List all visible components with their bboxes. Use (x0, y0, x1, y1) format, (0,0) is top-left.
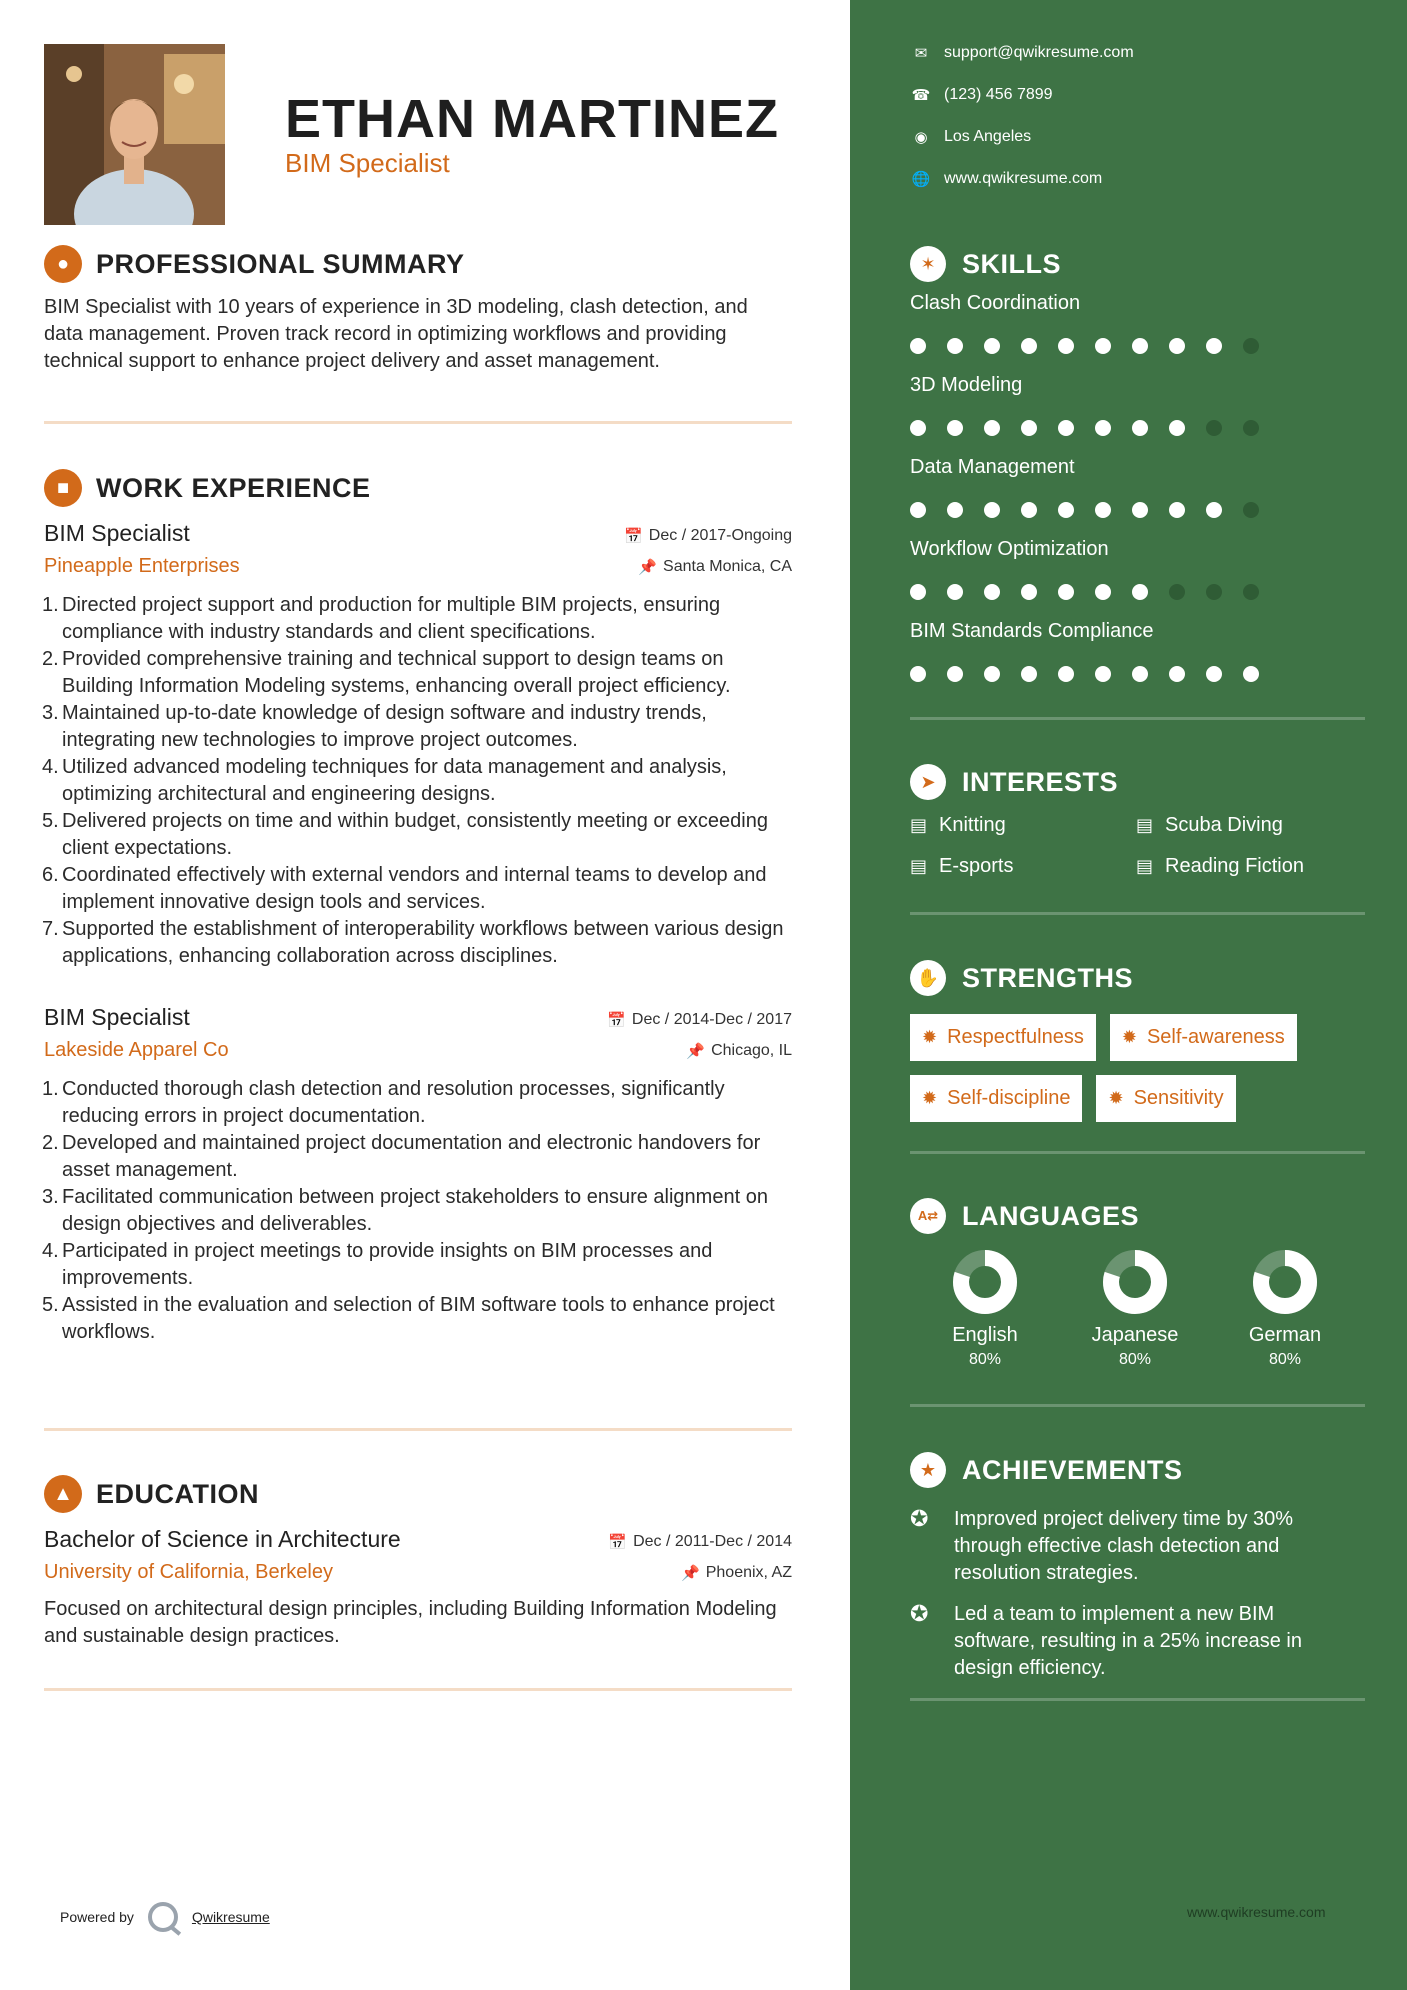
rating-dot (1095, 420, 1111, 436)
divider (44, 1428, 792, 1431)
job-entry (44, 520, 792, 970)
footer-site[interactable]: www.qwikresume.com (1187, 1904, 1326, 1920)
skill-name: Clash Coordination (910, 292, 1081, 314)
rating-dot (947, 584, 963, 600)
rating-dot (947, 420, 963, 436)
footer-powered (60, 1902, 270, 1932)
language-name: Japanese (1091, 1324, 1179, 1346)
list-item: 3. Facilitated communication between project stakeholders to ensure alignment on design objectives and deliverables. (42, 1186, 768, 1235)
rating-dot (1132, 338, 1148, 354)
list-item: 1. Conducted thorough clash detection and resolution processes, significantly reducing errors in project documentation. (42, 1078, 725, 1127)
education-text: Focused on architectural design principles, including Building Information Modeling and sustainable design practices. (44, 1598, 777, 1647)
degree: Bachelor of Science in Architecture (44, 1526, 401, 1552)
languages-section (910, 1196, 1365, 1369)
rating-dot (910, 420, 926, 436)
globe-icon: 🌐 (911, 171, 931, 188)
rating-dot (947, 338, 963, 354)
paper-plane-icon: ➤ (910, 764, 946, 800)
skill-name: Workflow Optimization (910, 538, 1109, 560)
contact-website[interactable]: 🌐 www.qwikresume.com (911, 170, 1103, 188)
education-section (44, 1474, 792, 1650)
list-item: 2. Developed and maintained project documentation and electronic handovers for asset management. (42, 1132, 761, 1181)
divider (910, 717, 1365, 720)
job-location: Santa Monica, CA (663, 558, 792, 575)
achievements-section (910, 1450, 1365, 1682)
rating-dot (910, 666, 926, 682)
skill-rating (910, 502, 1365, 518)
experience-heading: WORK EXPERIENCE (96, 472, 371, 503)
rating-dot (910, 584, 926, 600)
skills-list (910, 292, 1365, 682)
rating-dot (1058, 420, 1074, 436)
envelope-icon: ✉ (914, 45, 928, 62)
rating-dot (1132, 584, 1148, 600)
skill-name: 3D Modeling (910, 374, 1023, 396)
strengths-section (910, 958, 1365, 1122)
strength-chip: ✹ Self-awareness (1110, 1014, 1297, 1061)
summary-section (44, 244, 792, 375)
rating-dot (1095, 338, 1111, 354)
job-company: Pineapple Enterprises (44, 555, 240, 577)
interest-item: ▤ Knitting (910, 814, 1006, 836)
candidate-title: BIM Specialist (285, 148, 450, 178)
skill-item (910, 292, 1365, 354)
skill-name: BIM Standards Compliance (910, 620, 1154, 642)
achievement-item: ✪ Led a team to implement a new BIM software, resulting in a 25% increase in design efficiency. (910, 1601, 1365, 1682)
rating-dot (1132, 502, 1148, 518)
badge-icon: ✹ (1121, 1027, 1137, 1047)
rating-dot (1169, 420, 1185, 436)
job-duties (44, 1076, 792, 1346)
contact-email[interactable]: ✉ support@qwikresume.com (910, 44, 1134, 62)
skill-rating (910, 666, 1365, 682)
skill-item (910, 620, 1365, 682)
language-percent: 80% (968, 1351, 1002, 1368)
skill-item (910, 538, 1365, 600)
interests-heading: INTERESTS (962, 766, 1119, 797)
job-entry (44, 1004, 792, 1346)
badge-icon: ✹ (1108, 1088, 1124, 1108)
education-location: Phoenix, AZ (705, 1564, 792, 1581)
book-icon: ▤ (1136, 815, 1154, 835)
rating-dot (1021, 584, 1037, 600)
sidebar (850, 0, 1407, 1990)
divider (910, 1151, 1365, 1154)
language-percent: 80% (1118, 1351, 1152, 1368)
language-item (1060, 1250, 1210, 1369)
contact-location: ◉ Los Angeles (910, 128, 1031, 146)
map-marker-icon: ◉ (914, 129, 928, 146)
rating-dot (1169, 666, 1185, 682)
rating-dot (1243, 338, 1259, 354)
summary-text: BIM Specialist with 10 years of experience in 3D modeling, clash detection, and data management. Proven track record in optimizing workflows and providing technical support to enhance project delivery and asset management. (44, 296, 748, 372)
skill-rating (910, 584, 1365, 600)
strength-chip: ✹ Self-discipline (910, 1075, 1082, 1122)
rating-dot (1169, 502, 1185, 518)
language-item (1210, 1250, 1360, 1369)
language-percent: 80% (1268, 1351, 1302, 1368)
achievements-heading: ACHIEVEMENTS (962, 1454, 1183, 1485)
book-icon: ▤ (1136, 856, 1154, 876)
chair-icon: ■ (44, 469, 82, 507)
language-donut (953, 1250, 1017, 1314)
education-date: Dec / 2011-Dec / 2014 (633, 1533, 792, 1550)
job-location: Chicago, IL (711, 1042, 792, 1059)
badge-icon: ✹ (922, 1088, 938, 1108)
rating-dot (1132, 420, 1148, 436)
language-donut (1253, 1250, 1317, 1314)
strengths-heading: STRENGTHS (962, 962, 1134, 993)
rating-dot (984, 502, 1000, 518)
job-title: BIM Specialist (44, 1004, 190, 1030)
book-icon: ▤ (910, 856, 928, 876)
book-icon: ▤ (910, 815, 928, 835)
interests-section (910, 762, 1365, 878)
interest-item: ▤ E-sports (910, 855, 1014, 877)
language-name: English (952, 1324, 1018, 1346)
profile-photo (44, 44, 225, 225)
job-title: BIM Specialist (44, 520, 190, 546)
rating-dot (1095, 666, 1111, 682)
phone-icon: ☎ (911, 87, 931, 104)
rating-dot (1243, 502, 1259, 518)
interests-list (910, 814, 1365, 878)
rating-dot (1243, 584, 1259, 600)
rating-dot (1021, 666, 1037, 682)
calendar-icon: 📅 (624, 528, 643, 545)
rating-dot (984, 584, 1000, 600)
rating-dot (1132, 666, 1148, 682)
languages-heading: LANGUAGES (962, 1200, 1140, 1231)
fist-icon: ✋ (910, 960, 946, 996)
education-entry (44, 1526, 792, 1650)
powered-by-label: Powered by (60, 1909, 134, 1925)
language-item (910, 1250, 1060, 1369)
user-icon: ● (44, 245, 82, 283)
strengths-list (910, 1014, 1365, 1122)
rating-dot (984, 338, 1000, 354)
pin-icon: 📌 (681, 1565, 700, 1582)
rating-dot (1095, 584, 1111, 600)
rating-dot (1243, 420, 1259, 436)
pin-icon: 📌 (638, 559, 658, 576)
star-icon: ★ (910, 1452, 946, 1488)
translate-icon: A⇄ (910, 1198, 946, 1234)
job-duties (44, 592, 792, 970)
lightbulb-icon: ✶ (910, 246, 946, 282)
calendar-icon: 📅 (608, 1534, 628, 1551)
rating-dot (1021, 502, 1037, 518)
divider (44, 421, 792, 424)
rating-dot (1206, 420, 1222, 436)
list-item: 4. Participated in project meetings to provide insights on BIM processes and improvements. (42, 1240, 713, 1289)
skills-heading: SKILLS (962, 248, 1062, 279)
skill-item (910, 456, 1365, 518)
language-donut (1103, 1250, 1167, 1314)
divider (910, 1698, 1365, 1701)
job-date: Dec / 2017-Ongoing (648, 527, 792, 544)
list-item: 2. Provided comprehensive training and technical support to design teams on Building Information Modeling systems, enhancing overall project efficiency. (42, 648, 731, 697)
rating-dot (984, 666, 1000, 682)
rating-dot (1095, 502, 1111, 518)
rating-dot (1021, 420, 1037, 436)
skill-rating (910, 420, 1365, 436)
interest-item: ▤ Reading Fiction (1136, 855, 1304, 877)
list-item: 4. Utilized advanced modeling techniques for data management and analysis, optimizing architectural and engineering designs. (42, 756, 727, 805)
rating-dot (1169, 338, 1185, 354)
rating-dot (947, 502, 963, 518)
interest-item: ▤ Scuba Diving (1136, 814, 1283, 836)
rating-dot (1058, 338, 1074, 354)
achievement-item: ✪ Improved project delivery time by 30% through effective clash detection and resolution strategies. (910, 1506, 1365, 1587)
divider (44, 1688, 792, 1691)
star-burst-icon: ✪ (910, 1506, 929, 1531)
rating-dot (1206, 584, 1222, 600)
graduation-cap-icon: ▲ (44, 1475, 82, 1513)
rating-dot (910, 502, 926, 518)
strength-chip: ✹ Respectfulness (910, 1014, 1096, 1061)
skill-rating (910, 338, 1365, 354)
languages-list (910, 1250, 1365, 1369)
rating-dot (1206, 338, 1222, 354)
education-heading: EDUCATION (96, 1478, 259, 1509)
rating-dot (1021, 338, 1037, 354)
rating-dot (910, 338, 926, 354)
strength-chip: ✹ Sensitivity (1096, 1075, 1235, 1122)
list-item: 1. Directed project support and production for multiple BIM projects, ensuring compliance with industry standards and client specifications. (42, 594, 721, 643)
skills-section (910, 244, 1365, 702)
experience-section (44, 468, 792, 1346)
list-item: 3. Maintained up-to-date knowledge of design software and industry trends, integrating new technologies to improve project outcomes. (42, 702, 707, 751)
rating-dot (1243, 666, 1259, 682)
rating-dot (1058, 502, 1074, 518)
rating-dot (1058, 584, 1074, 600)
candidate-name: ETHAN MARTINEZ (285, 89, 779, 149)
school: University of California, Berkeley (44, 1561, 333, 1583)
star-burst-icon: ✪ (910, 1601, 929, 1626)
rating-dot (1169, 584, 1185, 600)
list-item: 5. Assisted in the evaluation and selection of BIM software tools to enhance project workflows. (42, 1294, 775, 1343)
pin-icon: 📌 (686, 1043, 706, 1060)
list-item: 5. Delivered projects on time and within budget, consistently meeting or exceeding client expectations. (42, 810, 768, 859)
calendar-icon: 📅 (607, 1012, 626, 1029)
language-name: German (1248, 1324, 1322, 1346)
badge-icon: ✹ (922, 1027, 938, 1047)
rating-dot (1058, 666, 1074, 682)
rating-dot (1206, 666, 1222, 682)
job-date: Dec / 2014-Dec / 2017 (631, 1011, 792, 1028)
rating-dot (947, 666, 963, 682)
contact-phone[interactable]: ☎ (123) 456 7899 (911, 86, 1053, 104)
divider (910, 912, 1365, 915)
skill-name: Data Management (910, 456, 1075, 478)
qwikresume-link[interactable]: Qwikresume (191, 1909, 270, 1925)
skill-item (910, 374, 1365, 436)
rating-dot (1206, 502, 1222, 518)
summary-heading: PROFESSIONAL SUMMARY (96, 248, 465, 279)
list-item: 7. Supported the establishment of interoperability workflows between various design applications, enhancing collaboration across disciplines. (42, 918, 784, 967)
qwikresume-logo-icon (148, 1902, 178, 1932)
rating-dot (984, 420, 1000, 436)
divider (910, 1404, 1365, 1407)
job-company: Lakeside Apparel Co (44, 1039, 229, 1061)
list-item: 6. Coordinated effectively with external vendors and internal teams to develop and implement innovative design tools and services. (42, 864, 767, 913)
